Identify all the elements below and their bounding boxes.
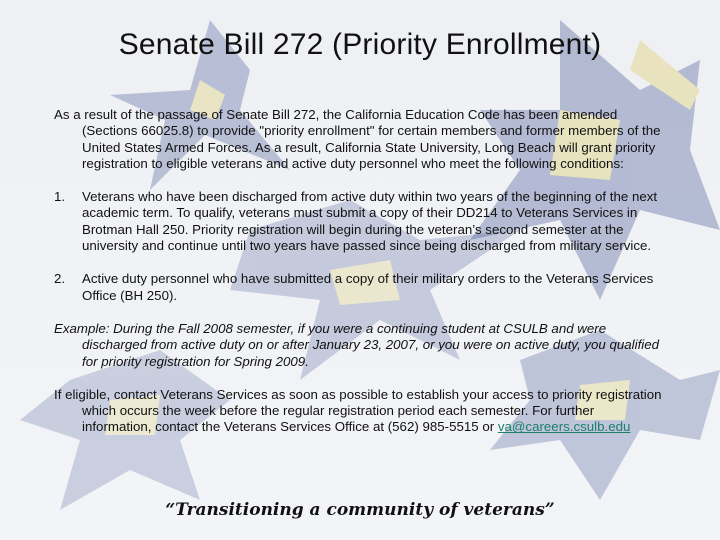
list-item-number: 1. <box>54 189 66 205</box>
example-paragraph: Example: During the Fall 2008 semester, if you were a continuing student at CSULB and were discharged from active duty on or after January 23, 2007, or you were on active duty, you qualified for priority registration for Spring 2009. <box>54 320 660 369</box>
slide-body <box>54 107 664 436</box>
list-item-text: Active duty personnel who have submitted a copy of their military orders to the Veterans Services Office (BH 250). <box>82 271 654 303</box>
list-item <box>54 271 664 304</box>
slide-title: Senate Bill 272 (Priority Enrollment) <box>118 28 602 61</box>
list-item-number: 2. <box>54 271 66 287</box>
contact-text: If eligible, contact Veterans Services as soon as possible to establish your access to priority registration which occurs the week before the regular registration period each semester. For further information, contact the Veterans Services Office at (562) 985-5515 or <box>54 386 662 435</box>
intro-paragraph: As a result of the passage of Senate Bill 272, the California Education Code has been amended (Sections 66025.8) to provide "priority enrollment" for certain members and former members of the United States Armed Forces. As a result, California State University, Long Beach will grant priority registration to eligible veterans and active duty personnel who meet the following conditions: <box>54 107 661 171</box>
contact-paragraph <box>54 387 664 436</box>
tagline: “Transitioning a community of veterans” <box>165 500 555 520</box>
list-item <box>54 189 664 254</box>
list-item-text: Veterans who have been discharged from active duty within two years of the beginning of the next academic term. To qualify, veterans must submit a copy of their DD214 to Veterans Services in Brotman Hall 250. Priority registration will begin during the veteran’s second semester at the university and continue until two years have passed since being discharged from military service. <box>82 189 658 254</box>
email-link[interactable]: va@careers.csulb.edu <box>497 419 631 435</box>
